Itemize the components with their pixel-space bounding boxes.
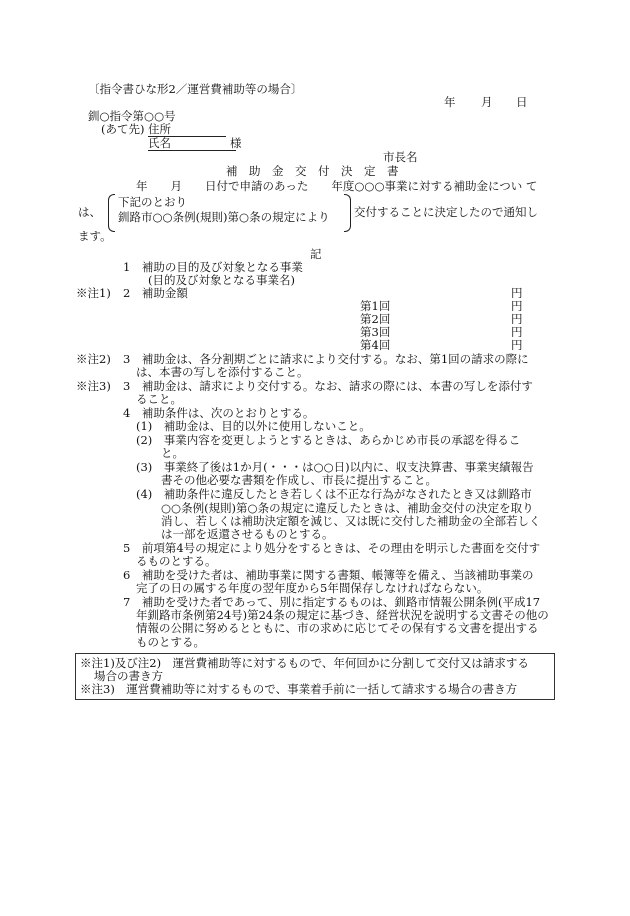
intro-wa: は、 — [78, 205, 101, 219]
note-3-line: ※注3) 運営費補助等に対するもので、事業着手前に一括して請求する場合の書き方 — [80, 682, 518, 696]
item-7-line-2: 年釧路市条例第24号)第24条の規定に基づき、経営状況を説明する文書その他の — [136, 608, 549, 622]
note-3-tag: ※注3) — [76, 379, 111, 393]
installment-3: 第3回 — [360, 325, 391, 339]
yen-3: 円 — [511, 325, 523, 339]
item-3b-line-1: 3 補助金は、請求により交付する。なお、請求の際には、本書の写しを添付す — [123, 379, 533, 393]
condition-1: (1) 補助金は、目的以外に使用しないこと。 — [136, 419, 371, 433]
item-5-line-1: 5 前項第4号の規定により処分をするときは、その理由を明示した書面を交付す — [123, 541, 541, 555]
condition-4-line-2: ○○条例(規則)第○条の規定に違反したときは、補助金交付の決定を取り — [161, 501, 534, 515]
yen-4: 円 — [511, 338, 523, 352]
intro-option-2: 釧路市○○条例(規則)第○条の規定により — [118, 210, 330, 224]
note-1-tag: ※注1) — [76, 286, 111, 300]
intro-line-1: 年 月 日付で申請のあった 年度○○○事業に対する補助金につい て — [136, 179, 538, 193]
form-title: 〔指令書ひな形2／運営費補助等の場合〕 — [88, 82, 303, 96]
honorific: 様 — [230, 136, 242, 150]
item-6-line-2: 完了の日の属する年度の翌年度から5年間保存しなければならない。 — [136, 581, 489, 595]
condition-3-line-2: 書その他必要な書類を作成し、市長に提出すること。 — [161, 473, 437, 487]
item-7-line-4: ものとする。 — [136, 635, 205, 649]
installment-2: 第2回 — [360, 312, 391, 326]
item-3a-line-1: 3 補助金は、各分割期ごとに請求により交付する。なお、第1回の請求の際に — [123, 352, 529, 366]
left-brace — [108, 194, 115, 232]
issuer-name: 市長名 — [383, 150, 418, 164]
date-day: 日 — [516, 95, 528, 109]
date-month: 月 — [481, 95, 493, 109]
item-7-line-1: 7 補助を受けた者であって、別に指定するものは、釧路市情報公開条例(平成17 — [123, 595, 541, 609]
item-1-sub: (目的及び対象となる事業名) — [148, 273, 295, 287]
intro-after-brace: 交付することに決定したので通知し — [354, 205, 538, 219]
ki-heading: 記 — [310, 247, 322, 261]
yen-1: 円 — [511, 299, 523, 313]
intro-line-3: ます。 — [78, 229, 112, 243]
installment-4: 第4回 — [360, 338, 391, 352]
condition-4-line-1: (4) 補助条件に違反したとき若しくは不正な行為がなされたとき又は釧路市 — [136, 487, 532, 501]
condition-2-line-2: と。 — [161, 446, 184, 460]
intro-option-1: 下記のとおり — [118, 195, 187, 209]
item-6-line-1: 6 補助を受けた者は、補助事業に関する書類、帳簿等を備え、当該補助事業の — [123, 568, 534, 582]
item-3a-line-2: は、本書の写しを添付すること。 — [136, 365, 309, 379]
instruction-number: 釧○指令第○○号 — [88, 109, 176, 123]
addressee-prefix: (あて先) — [101, 122, 145, 136]
installment-1: 第1回 — [360, 299, 391, 313]
note-2-tag: ※注2) — [76, 352, 111, 366]
date-year: 年 — [444, 95, 456, 109]
item-7-line-3: 情報の公開に努めるとともに、市の求めに応じてその保有する文書を提出する — [136, 621, 539, 635]
document-title: 補 助 金 交 付 決 定 書 — [226, 164, 399, 178]
item-4-title: 4 補助条件は、次のとおりとする。 — [123, 406, 315, 420]
item-2-title: 2 補助金額 — [123, 286, 188, 300]
item-1-title: 1 補助の目的及び対象となる事業 — [123, 260, 303, 274]
right-brace — [344, 194, 351, 232]
yen-total: 円 — [511, 286, 523, 300]
note-1-2-line-2: 場合の書き方 — [94, 669, 163, 683]
note-1-2-line-1: ※注1)及び注2) 運営費補助等に対するもので、年何回かに分割して交付又は請求する — [80, 656, 529, 670]
name-label: 氏名 — [148, 138, 236, 151]
address-label: 住所 — [148, 124, 226, 137]
condition-4-line-3: 消し、若しくは補助決定額を減じ、又は既に交付した補助金の全部若しく — [161, 514, 541, 528]
condition-3-line-1: (3) 事業終了後は1か月(・・・は○○日)以内に、収支決算書、事業実績報告 — [136, 460, 534, 474]
item-5-line-2: るものとする。 — [136, 554, 217, 568]
condition-4-line-4: は一部を返還させるものとする。 — [161, 527, 334, 541]
condition-2-line-1: (2) 事業内容を変更しようとするときは、あらかじめ市長の承認を得るこ — [136, 433, 521, 447]
item-3b-line-2: ること。 — [136, 392, 182, 406]
yen-2: 円 — [511, 312, 523, 326]
